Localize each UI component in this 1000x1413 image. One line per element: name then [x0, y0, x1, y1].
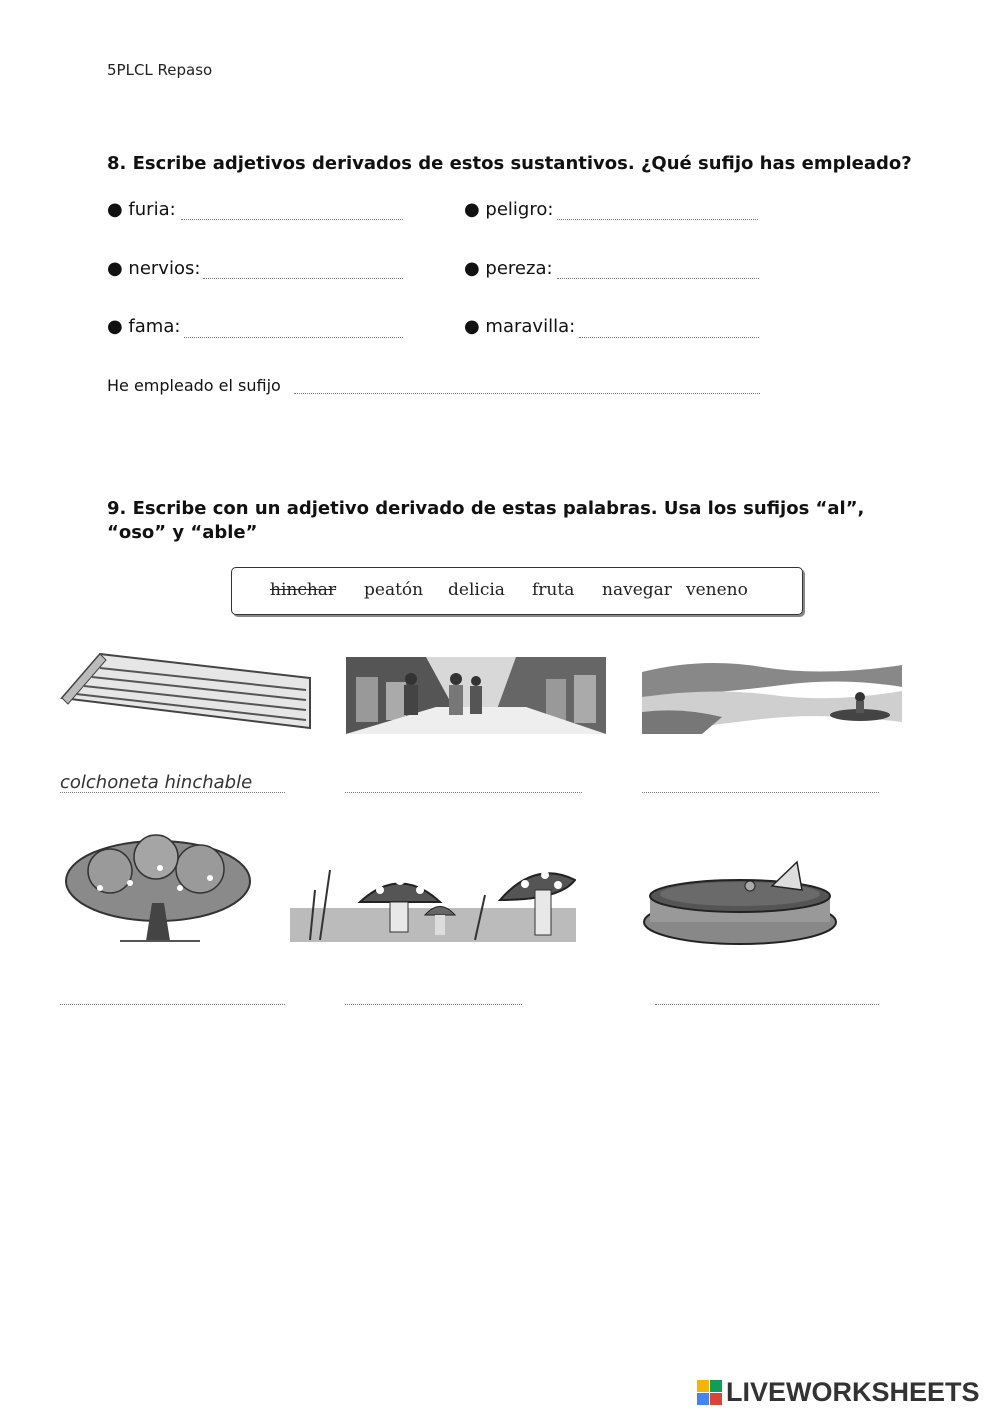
question-8-title: 8. Escribe adjetivos derivados de estos sustantivos. ¿Qué sufijo has empleado?: [107, 153, 912, 174]
item-maravilla-label: ● maravilla:: [464, 316, 576, 337]
item-furia-label: ● furia:: [107, 199, 176, 220]
answer-fama-field[interactable]: [184, 337, 403, 338]
pedestrian-street-illustration: [346, 657, 606, 734]
river-canoe-illustration: [642, 657, 902, 734]
footer-brand: LIVEWORKSHEETS: [726, 1377, 980, 1407]
page-header: 5PLCL Repaso: [107, 61, 213, 79]
answer-nervios-field[interactable]: [203, 278, 403, 279]
example-answer: colchoneta hinchable: [60, 772, 253, 793]
item-nervios-label: ● nervios:: [107, 258, 201, 279]
question-9-title-line1: 9. Escribe con un adjetivo derivado de estas palabras. Usa los sufijos “al”,: [107, 498, 865, 519]
liveworksheets-logo-icon: [697, 1380, 723, 1406]
mushrooms-illustration: [290, 860, 576, 942]
answer-line-1[interactable]: [60, 792, 285, 793]
answer-peligro-field[interactable]: [557, 219, 758, 220]
word-fruta: fruta: [532, 580, 575, 600]
word-navegar: navegar: [602, 580, 672, 600]
word-delicia: delicia: [448, 580, 505, 600]
answer-pereza-field[interactable]: [557, 278, 759, 279]
answer-suffix-field[interactable]: [294, 393, 760, 394]
answer-maravilla-field[interactable]: [579, 337, 759, 338]
word-hinchar: hinchar: [270, 580, 337, 600]
air-mattress-illustration: [60, 650, 313, 734]
answer-line-6[interactable]: [655, 1004, 879, 1005]
question-9-title-line2: “oso” y “able”: [107, 522, 258, 543]
answer-line-4[interactable]: [60, 1004, 285, 1005]
word-peaton: peatón: [364, 580, 424, 600]
answer-line-5[interactable]: [345, 1004, 522, 1005]
word-bank: [231, 567, 803, 615]
word-veneno: veneno: [686, 580, 748, 600]
answer-line-2[interactable]: [345, 792, 582, 793]
item-fama-label: ● fama:: [107, 316, 181, 337]
answer-line-3[interactable]: [642, 792, 879, 793]
answer-furia-field[interactable]: [181, 219, 403, 220]
item-peligro-label: ● peligro:: [464, 199, 554, 220]
fruit-tree-illustration: [60, 833, 256, 945]
tart-illustration: [642, 860, 840, 948]
suffix-prompt: He empleado el sufijo: [107, 376, 281, 395]
item-pereza-label: ● pereza:: [464, 258, 553, 279]
